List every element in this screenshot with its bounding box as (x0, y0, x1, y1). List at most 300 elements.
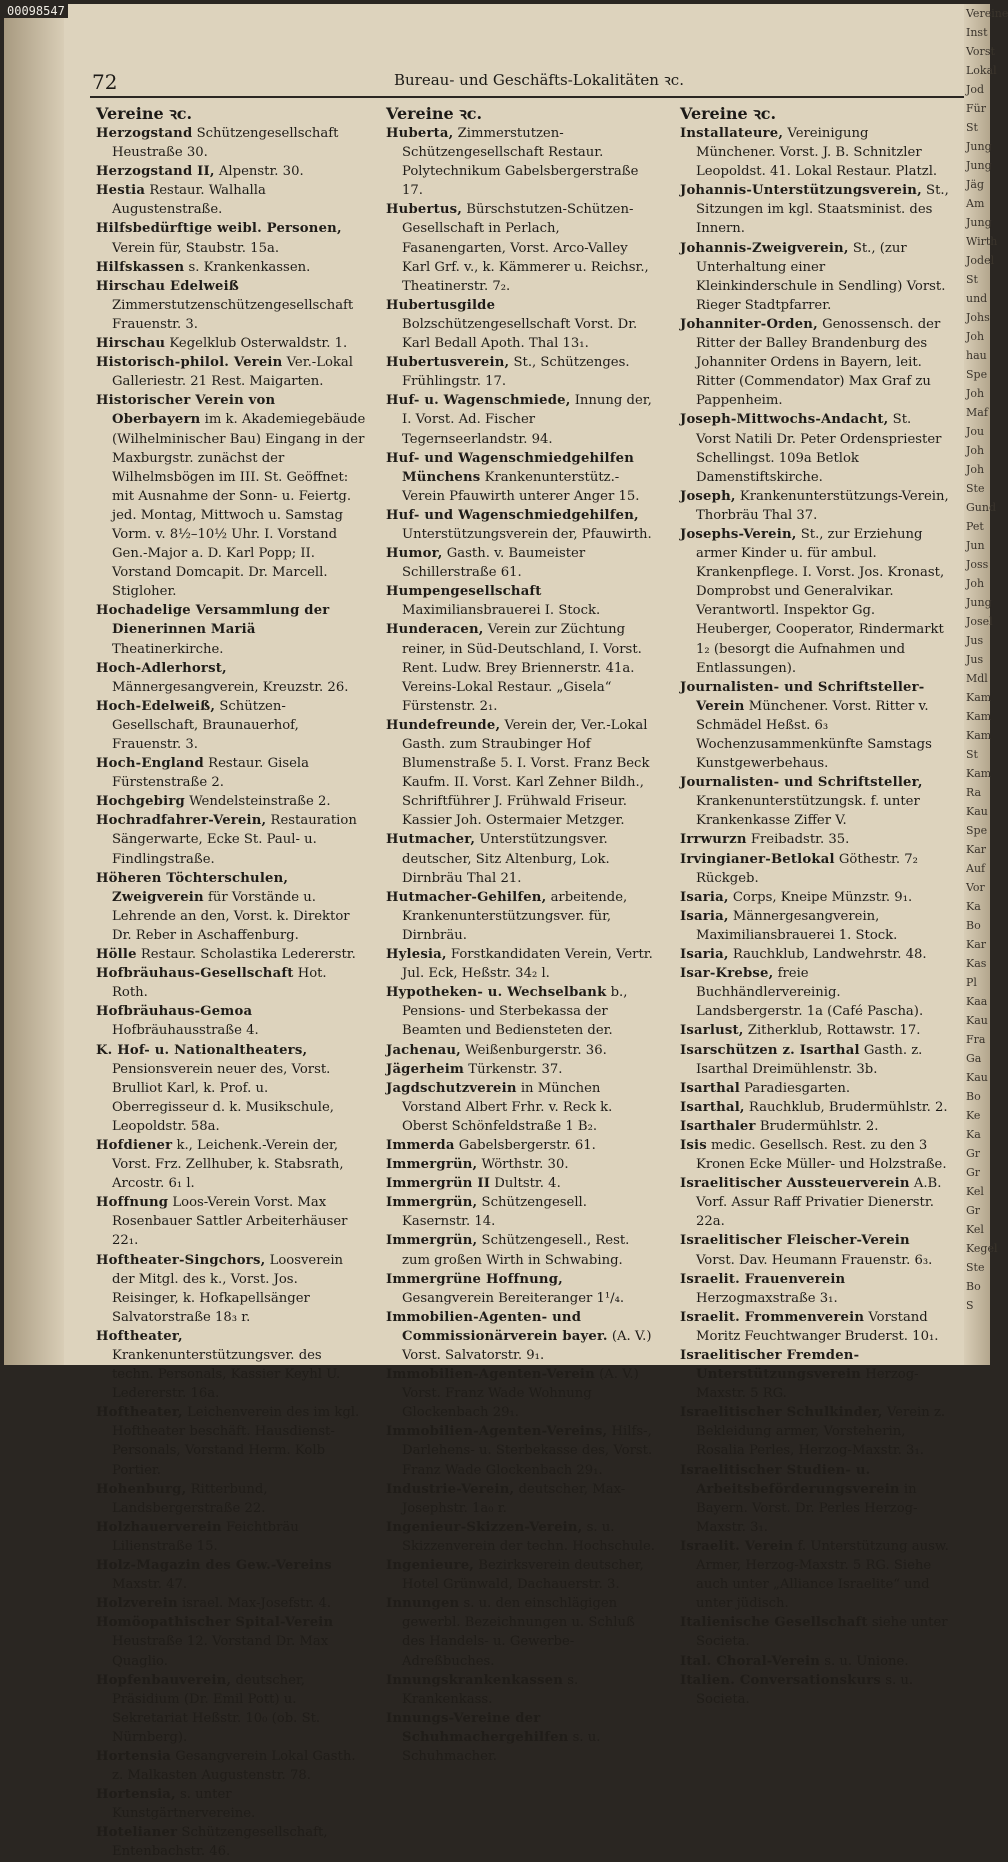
scan-id: 00098547 (4, 4, 68, 18)
edge-fragment: Kegel (966, 1242, 998, 1255)
entry-details: s. Krankenkassen. (184, 259, 311, 275)
entry-details: s. u. Schuhmacher. (402, 1729, 601, 1764)
entry-name: Journalisten- und Schriftsteller, (680, 775, 923, 791)
entry-name: Historisch-philol. Verein (96, 355, 283, 371)
directory-entry (96, 1747, 366, 1785)
entry-name: Hypotheken- u. Wechselbank (386, 985, 607, 1001)
entry-name: Isarthaler (680, 1118, 756, 1134)
directory-entry (680, 1041, 950, 1079)
directory-entry (96, 659, 366, 697)
directory-entry (386, 1308, 656, 1365)
entry-name: Irrwurzn (680, 832, 747, 848)
entry-details: s. u. Societa. (696, 1672, 914, 1707)
entry-name: Hopfenbauverein, (96, 1672, 232, 1688)
directory-entry (96, 334, 366, 353)
column-header: Vereine ꝛc. (386, 104, 483, 123)
entry-details: im k. Akademiegebäude (Wilhelminischer Bau) Eingang in der Maxburgstr. zunächst der Wilhelmsbögen im III. St. Geöffnet: mit Ausnahme der Sonn- u. Feiertg. jed. Montag, Mittwoch u. Samstag Vorm. v. 8½–10½ Uhr. I. Vorstand Gen.-Major a. D. Karl Popp; II. Vorstand Domcapit. Dr. Marcell. Stigloher. (112, 412, 366, 600)
entry-name: Innungs-Vereine der Schuhmachergehilfen (386, 1710, 569, 1745)
entry-name: Huf- und Wagenschmiedgehilfen Münchens (386, 450, 634, 485)
edge-fragment: Jung (966, 216, 992, 229)
entry-details: für Vorstände u. Lehrende an den, Vorst. k. Direktor Dr. Reber in Aschaffenburg. (112, 889, 350, 943)
entry-name: Innungskrankenkassen (386, 1672, 564, 1688)
edge-fragment: St (966, 121, 978, 134)
edge-fragment: Jäg (966, 178, 985, 191)
directory-entry (386, 1518, 656, 1556)
directory-entry (386, 1193, 656, 1231)
entry-name: Hubertus, (386, 202, 463, 218)
entry-name: Isaria, (680, 889, 729, 905)
entry-name: Hutmacher-Gehilfen, (386, 889, 547, 905)
entry-details: Rauchklub, Brudermühlstr. 2. (744, 1099, 948, 1115)
directory-entry (96, 1480, 366, 1518)
directory-entry (386, 945, 656, 983)
directory-entry (386, 888, 656, 945)
entry-details: s. u. den einschlägigen gewerbl. Bezeichnungen u. Schluß des Handels- u. Gewerbe-Adreßbuches. (402, 1596, 635, 1669)
directory-entry (386, 449, 656, 506)
directory-entry (96, 945, 366, 964)
edge-fragment: Ka (966, 900, 981, 913)
directory-entry (680, 850, 950, 888)
edge-fragment: Bo (966, 1090, 981, 1103)
entry-details: Feichtbräu Lilienstraße 15. (112, 1519, 299, 1554)
entry-details: St., (zur Unterhaltung einer Kleinkinderschule in Sendling) Vorst. Rieger Stadtpfarrer. (696, 240, 946, 313)
edge-fragment: Gr (966, 1204, 981, 1217)
entry-name: Jachenau, (386, 1042, 461, 1058)
edge-fragment: Ste (966, 482, 985, 495)
entry-name: Isarthal, (680, 1099, 745, 1115)
edge-fragment: Pl (966, 976, 977, 989)
entry-details: s. Krankenkass. (402, 1672, 579, 1707)
directory-entry (96, 754, 366, 792)
directory-entry (386, 1365, 656, 1422)
entry-name: Israelit. Frommenverein (680, 1309, 865, 1325)
directory-entry (680, 1537, 950, 1613)
entry-details: s. u. Unione. (820, 1653, 909, 1669)
directory-entry (680, 1308, 950, 1346)
book-spine-shadow (4, 4, 64, 1365)
edge-fragment: Joh (966, 463, 985, 476)
entry-name: Hoch-Adlerhorst, (96, 660, 227, 676)
edge-fragment: Kau (966, 1071, 988, 1084)
entry-name: Hubertusverein, (386, 355, 510, 371)
entry-details: Gesangverein Bereiteranger 1¹/₄. (402, 1290, 625, 1306)
directory-entry (386, 124, 656, 200)
directory-entry (386, 1231, 656, 1269)
entry-details: siehe unter Societa. (696, 1615, 948, 1650)
entry-name: Huf- u. Wagenschmiede, (386, 393, 571, 409)
edge-fragment: Jodel (966, 254, 995, 267)
entry-name: Humpengesellschaft (386, 584, 542, 600)
entry-name: Isis (680, 1137, 707, 1153)
entry-details: Alpenstr. 30. (214, 164, 304, 180)
entry-name: K. Hof- u. Nationaltheaters, (96, 1042, 308, 1058)
entry-details: Ver.-Lokal Galleriestr. 21 Rest. Maigarten. (112, 355, 353, 390)
directory-entry (96, 1556, 366, 1594)
entry-name: Holzhauerverein (96, 1519, 222, 1535)
entry-name: Holzverein (96, 1596, 178, 1612)
directory-entry (680, 1671, 950, 1709)
entry-details: Schützen-Gesellschaft, Braunauerhof, Frauenstr. 3. (112, 698, 299, 752)
directory-entry (386, 200, 656, 295)
entry-name: Johanniter-Orden, (680, 316, 818, 332)
entry-name: Immerda (386, 1137, 455, 1153)
edge-fragment: Jung (966, 140, 992, 153)
entry-name: Immergrün, (386, 1233, 478, 1249)
directory-entry (386, 1671, 656, 1709)
entry-name: Hilfskassen (96, 259, 185, 275)
column-2 (386, 104, 656, 1766)
entry-details: Göthestr. 7₂ Rückgeb. (696, 851, 918, 886)
edge-fragment: Jung (966, 596, 992, 609)
next-page-edge (964, 4, 1008, 1365)
edge-fragment: Ra (966, 786, 982, 799)
entry-details: Gasth. v. Baumeister Schillerstraße 61. (402, 546, 586, 581)
entry-details: Gesangverein Lokal Gasth. z. Malkasten Augustenstr. 78. (112, 1748, 356, 1784)
edge-fragment: Jun (966, 539, 985, 552)
entry-name: Hofbräuhaus-Gemoa (96, 1004, 253, 1020)
entry-name: Jägerheim (386, 1061, 465, 1077)
directory-entry (386, 1060, 656, 1079)
entry-name: Hestia (96, 183, 146, 199)
scanned-page (4, 4, 1008, 1860)
entry-name: Ingenieur-Skizzen-Verein, (386, 1519, 583, 1535)
directory-entry (680, 525, 950, 678)
entry-details: Freibadstr. 35. (746, 832, 850, 848)
column-header: Vereine ꝛc. (96, 104, 193, 123)
edge-fragment: Johs (966, 311, 990, 324)
entry-details: A.B. Vorf. Assur Raff Privatier Dienerstr. 22a. (696, 1176, 942, 1230)
directory-entry (680, 1098, 950, 1117)
entry-name: Hoftheater, (96, 1328, 183, 1344)
edge-fragment: Kar (966, 843, 987, 856)
directory-entry (386, 716, 656, 831)
edge-fragment: Ke (966, 1109, 981, 1122)
directory-entry (386, 506, 656, 544)
edge-fragment: Joh (966, 387, 985, 400)
entry-name: Isar-Krebse, (680, 966, 774, 982)
directory-entry (96, 353, 366, 391)
entry-details: Wendelsteinstraße 2. (184, 794, 331, 810)
entry-name: Innungen (386, 1596, 460, 1612)
entry-details: Weißenburgerstr. 36. (460, 1042, 607, 1058)
edge-fragment: Gr (966, 1166, 981, 1179)
entry-name: Israelitischer Aussteuerverein (680, 1176, 910, 1192)
entry-details: freie Buchhändlervereinig. Landsbergerstr. 1a (Café Pascha). (696, 966, 924, 1020)
entry-details: in München Vorstand Albert Frhr. v. Reck k. Oberst Schönfeldstraße 1 B₂. (402, 1080, 613, 1134)
directory-entry (386, 620, 656, 715)
entry-name: Jagdschutzverein (386, 1080, 517, 1096)
edge-fragment: Auf (966, 862, 986, 875)
directory-entry (96, 1041, 366, 1136)
entry-name: Huf- und Wagenschmiedgehilfen, (386, 507, 639, 523)
entry-details: Männergesangverein, Kreuzstr. 26. (112, 679, 349, 695)
edge-fragment: und (966, 292, 988, 305)
edge-fragment: Maf (966, 406, 988, 419)
directory-entry (680, 830, 950, 849)
edge-fragment: Spe (966, 824, 988, 837)
directory-entry (386, 1155, 656, 1174)
edge-fragment: Lokal (966, 64, 997, 77)
edge-fragment: Pet (966, 520, 984, 533)
entry-name: Hölle (96, 947, 137, 963)
directory-entry (386, 1174, 656, 1193)
edge-fragment: Wirth (966, 235, 998, 248)
entry-details: medic. Gesellsch. Rest. zu den 3 Kronen Ecke Müller- und Holzstraße. (696, 1137, 947, 1173)
entry-details: Wörthstr. 30. (477, 1157, 569, 1173)
directory-entry (386, 1422, 656, 1479)
directory-entry (386, 1041, 656, 1060)
entry-details: Krankenunterstütz.-Verein Pfauwirth unterer Anger 15. (402, 469, 640, 504)
edge-fragment: Ga (966, 1052, 982, 1065)
entry-details: Verein zur Züchtung reiner, in Süd-Deutschland, I. Vorst. Rent. Ludw. Brey Briennerstr. 41a. Vereins-Lokal Restaur. „Gisela“ Fürstenstr. 2₁. (402, 622, 642, 714)
directory-entry (386, 1270, 656, 1308)
edge-fragment: Fra (966, 1033, 986, 1046)
directory-entry (96, 391, 366, 601)
entry-name: Hochadelige Versammlung der Dienerinnen Mariä (96, 603, 330, 638)
directory-entry (680, 239, 950, 315)
entry-name: Historischer Verein von Oberbayern (96, 393, 276, 428)
entry-details: Schützengesell., Rest. zum großen Wirth in Schwabing. (402, 1233, 630, 1268)
entry-name: Installateure, (680, 126, 784, 141)
entry-name: Israelitischer Fleischer-Verein (680, 1233, 910, 1249)
entry-name: Johannis-Zweigverein, (680, 240, 849, 256)
entry-name: Joseph-Mittwochs-Andacht, (680, 412, 889, 428)
directory-entry (386, 1594, 656, 1670)
directory-entry (680, 181, 950, 238)
entry-name: Hirschau Edelweiß (96, 278, 240, 294)
entry-name: Homöopathischer Spital-Verein (96, 1615, 334, 1631)
entry-name: Isaria, (680, 947, 729, 963)
entry-name: Hirschau (96, 336, 166, 352)
edge-fragment: Jung (966, 159, 992, 172)
column-3 (680, 104, 950, 1709)
directory-entry (96, 1785, 366, 1823)
edge-fragment: Kel (966, 1223, 984, 1236)
page-number: 72 (92, 70, 118, 94)
entry-details: Leichenverein des im kgl. Hoftheater beschäft. Hausdienst-Personals, Vorstand Herm. Kolb Portier. (112, 1405, 360, 1478)
edge-fragment: hau (966, 349, 987, 362)
edge-fragment: Kam (966, 710, 992, 723)
entry-details: Hilfs-, Darlehens- u. Sterbekasse des, Vorst. Franz Wade Glockenbach 29₁. (402, 1424, 653, 1478)
edge-fragment: Am (966, 197, 985, 210)
entry-details: Verein der, Ver.-Lokal Gasth. zum Straubinger Hof Blumenstraße 5. I. Vorst. Franz Beck Kaufm. II. Vorst. Karl Zehner Bildh., Schriftführer J. Frühwald Friseur. Kassier Joh. Ostermaier Metzger. (402, 717, 650, 829)
running-head: Bureau- und Geschäfts-Lokalitäten ꝛc. (394, 71, 684, 89)
entry-details: Münchener. Vorst. Ritter v. Schmädel Heßst. 6₃ Wochenzusammenkünfte Samstags Kunstgewerbehaus. (696, 698, 932, 772)
entry-details: k., Leichenk.-Verein der, Vorst. Frz. Zellhuber, k. Stabsrath, Arcostr. 6₁ l. (112, 1137, 344, 1192)
entry-details: Männergesangverein, Maximiliansbrauerei 1. Stock. (696, 908, 898, 943)
entry-name: Hotelianer (96, 1825, 178, 1841)
entry-details: f. Unterstützung ausw. Armer, Herzog-Maxstr. 5 RG. Siehe auch unter „Alliance Israelite“ und unter jüdisch. (696, 1538, 949, 1612)
entry-details: in Bayern. Vorst. Dr. Perles Herzog-Maxstr. 3₁. (696, 1481, 918, 1535)
edge-fragment: Kaa (966, 995, 988, 1008)
directory-entry (680, 1270, 950, 1308)
entry-details: Gasth. z. Isarthal Dreimühlenstr. 3b. (696, 1042, 923, 1077)
entry-details: Maximiliansbrauerei I. Stock. (402, 603, 601, 619)
entry-details: Corps, Kneipe Münzstr. 9₁. (728, 889, 913, 905)
directory-entry (96, 1518, 366, 1556)
entry-name: Italien. Conversationskurs (680, 1672, 882, 1688)
edge-fragment: Kam (966, 729, 992, 742)
edge-fragment: St (966, 273, 978, 286)
directory-entry (680, 1021, 950, 1040)
directory-entry (386, 1480, 656, 1518)
directory-entry (96, 601, 366, 658)
edge-fragment: Kam (966, 691, 992, 704)
entry-name: Hohenburg, (96, 1481, 187, 1497)
entry-name: Immobilien-Agenten-Verein (386, 1367, 595, 1383)
entry-details: Verein für, Staubstr. 15a. (112, 240, 280, 256)
entry-name: Hoch-England (96, 756, 204, 772)
edge-fragment: Joss (966, 558, 989, 571)
directory-entry (386, 391, 656, 448)
entry-name: Humor, (386, 546, 443, 562)
entry-name: Industrie-Verein, (386, 1481, 515, 1497)
entry-name: Hunderacen, (386, 622, 484, 638)
entry-name: Johannis-Unterstützungsverein, (680, 183, 922, 199)
entry-name: Israelitischer Schulkinder, (680, 1405, 883, 1421)
entry-details: Schützengesell. Kasernstr. 14. (402, 1195, 587, 1230)
edge-fragment: Gund (966, 501, 996, 514)
entry-name: Hoftheater, (96, 1405, 183, 1421)
directory-entry (96, 219, 366, 257)
entry-name: Hofbräuhaus-Gesellschaft (96, 966, 294, 982)
header-rule (90, 96, 968, 98)
directory-entry (96, 869, 366, 945)
entry-name: Immergrün, (386, 1195, 478, 1211)
entry-name: Isarlust, (680, 1023, 744, 1039)
edge-fragment: Kau (966, 1014, 988, 1027)
directory-entry (96, 1823, 366, 1861)
entry-name: Isarschützen z. Isarthal (680, 1042, 860, 1058)
edge-fragment: Jou (966, 425, 985, 438)
entry-name: Holz-Magazin des Gew.-Vereins (96, 1558, 332, 1574)
edge-fragment: Jus (966, 634, 984, 647)
edge-fragment: Bo (966, 919, 981, 932)
column-1 (96, 104, 366, 1862)
entry-details: Theatinerkirche. (112, 641, 224, 657)
directory-entry (680, 1117, 950, 1136)
entry-details: Vorst. Dav. Heumann Frauenstr. 6₃. (696, 1252, 933, 1268)
entry-name: Israelit. Verein (680, 1538, 794, 1554)
entry-details: Maxstr. 47. (112, 1577, 188, 1593)
directory-entry (680, 1403, 950, 1460)
edge-fragment: Kam (966, 767, 992, 780)
entry-details: Restaur. Walhalla Augustenstraße. (112, 183, 266, 218)
entry-details: Forstkandidaten Verein, Vertr. Jul. Eck, Heßstr. 34₂ l. (402, 947, 653, 982)
entry-name: Italienische Gesellschaft (680, 1615, 868, 1631)
directory-entry (96, 811, 366, 868)
entry-details: deutscher, Max-Josephstr. 1a₀ r. (402, 1481, 626, 1516)
directory-entry (680, 964, 950, 1021)
entry-details: Bezirksverein deutscher, Hotel Grünwald, Dachauerstr. 3. (402, 1558, 644, 1593)
directory-entry (680, 1461, 950, 1537)
entry-name: Immergrüne Hoffnung, (386, 1271, 563, 1287)
directory-entry (386, 1136, 656, 1155)
entry-details: Krankenunterstützungsver. des techn. Personals, Kassier Keyhl U. Ledererstr. 16a. (112, 1348, 341, 1402)
entry-details: St., zur Erziehung armer Kinder u. für ambul. Krankenpflege. I. Vorst. Jos. Kronast, Domprobst und Generalvikar. Verantwortl. Inspektor Gg. Heuberger, Cooperator, Rindermarkt 1₂ (besorgt die Aufnahmen und Entlassungen). (696, 526, 945, 676)
directory-entry (96, 1613, 366, 1670)
directory-entry (680, 888, 950, 907)
entry-name: Immergrün, (386, 1157, 478, 1173)
entry-details: s. u. Skizzenverein der techn. Hochschule. (402, 1519, 655, 1554)
directory-entry (96, 181, 366, 219)
entry-list (680, 124, 950, 1709)
entry-details: Türkenstr. 37. (464, 1061, 563, 1077)
entry-name: Herzogstand II, (96, 164, 215, 180)
directory-entry (386, 296, 656, 353)
directory-entry (680, 315, 950, 410)
entry-details: Unterstützungsverein der, Pfauwirth. (402, 526, 652, 542)
entry-details: Zimmerstutzen-Schützengesellschaft Restaur. Polytechnikum Gabelsbergerstraße 17. (402, 126, 639, 199)
directory-entry (96, 258, 366, 277)
entry-name: Hoch-Edelweiß, (96, 698, 216, 714)
directory-entry (96, 162, 366, 181)
directory-entry (96, 124, 366, 162)
directory-entry (96, 1403, 366, 1479)
entry-details: arbeitende, Krankenunterstützungsver. für, Dirnbräu. (402, 889, 628, 943)
edge-fragment: Bo (966, 1280, 981, 1293)
directory-entry (680, 410, 950, 486)
entry-name: Joseph, (680, 488, 736, 504)
entry-details: St., Sitzungen im kgl. Staatsminist. des Innern. (696, 183, 949, 237)
entry-details: Innung der, I. Vorst. Ad. Fischer Tegernseerlandstr. 94. (402, 393, 652, 447)
entry-details: St., Schützenges. Frühlingstr. 17. (402, 355, 630, 390)
directory-entry (680, 1079, 950, 1098)
entry-details: Zitherklub, Rottawstr. 17. (743, 1023, 921, 1039)
edge-fragment: Kar (966, 938, 987, 951)
directory-entry (96, 1136, 366, 1193)
entry-name: Hochradfahrer-Verein, (96, 813, 267, 829)
directory-entry (680, 1346, 950, 1403)
entry-name: Immobilien-Agenten- und Commissionärverein bayer. (386, 1309, 608, 1344)
entry-details: Pensionsverein neuer des, Vorst. Brulliot Karl, k. Prof. u. Oberregisseur d. k. Musikschule, Leopoldstr. 58a. (112, 1061, 334, 1134)
entry-details: Brudermühlstr. 2. (755, 1118, 879, 1134)
directory-entry (680, 678, 950, 773)
edge-fragment: S (966, 1299, 974, 1312)
entry-details: Gabelsbergerstr. 61. (454, 1137, 596, 1153)
entry-details: b., Pensions- und Sterbekassa der Beamten und Bediensteten der. (402, 985, 628, 1039)
entry-name: Israelitischer Studien- u. Arbeitsbeförderungsverein (680, 1462, 900, 1497)
entry-name: Huberta, (386, 126, 454, 141)
entry-name: Hubertusgilde (386, 297, 496, 313)
entry-details: Verein z. Bekleidung armer, Vorsteherin, Rosalia Perles, Herzog-Maxstr. 3₁. (696, 1405, 946, 1459)
entry-name: Hoffnung (96, 1195, 169, 1211)
entry-details: St. Vorst Natili Dr. Peter Ordenspriester Schellingst. 109a Betlok Damenstiftskirche. (696, 412, 942, 485)
directory-entry (680, 1174, 950, 1231)
directory-entry (96, 1193, 366, 1250)
entry-name: Israelit. Frauenverein (680, 1271, 846, 1287)
edge-fragment: Ka (966, 1128, 981, 1141)
entry-details: Hot. Roth. (112, 966, 327, 1001)
entry-details: Restauration Sängerwarte, Ecke St. Paul- u. Findlingstraße. (112, 813, 357, 867)
directory-entry (386, 1079, 656, 1136)
directory-entry (386, 353, 656, 391)
directory-entry (386, 582, 656, 620)
edge-fragment: Joh (966, 330, 985, 343)
edge-fragment: Gr (966, 1147, 981, 1160)
entry-name: Josephs-Verein, (680, 526, 797, 542)
directory-entry (386, 1556, 656, 1594)
edge-fragment: Vorst (966, 45, 995, 58)
entry-details: Krankenunterstützungsk. f. unter Krankenkasse Ziffer V. (696, 794, 920, 829)
directory-entry (96, 964, 366, 1002)
entry-details: deutscher, Präsidium (Dr. Emil Pott) u. Sekretariat Heßstr. 10₀ (ob. St. Nürnberg). (112, 1672, 321, 1745)
entry-name: Hofdiener (96, 1137, 173, 1153)
entry-name: Isaria, (680, 908, 729, 924)
edge-fragment: Kas (966, 957, 987, 970)
entry-name: Irvingianer-Betlokal (680, 851, 835, 867)
directory-entry (96, 1002, 366, 1040)
